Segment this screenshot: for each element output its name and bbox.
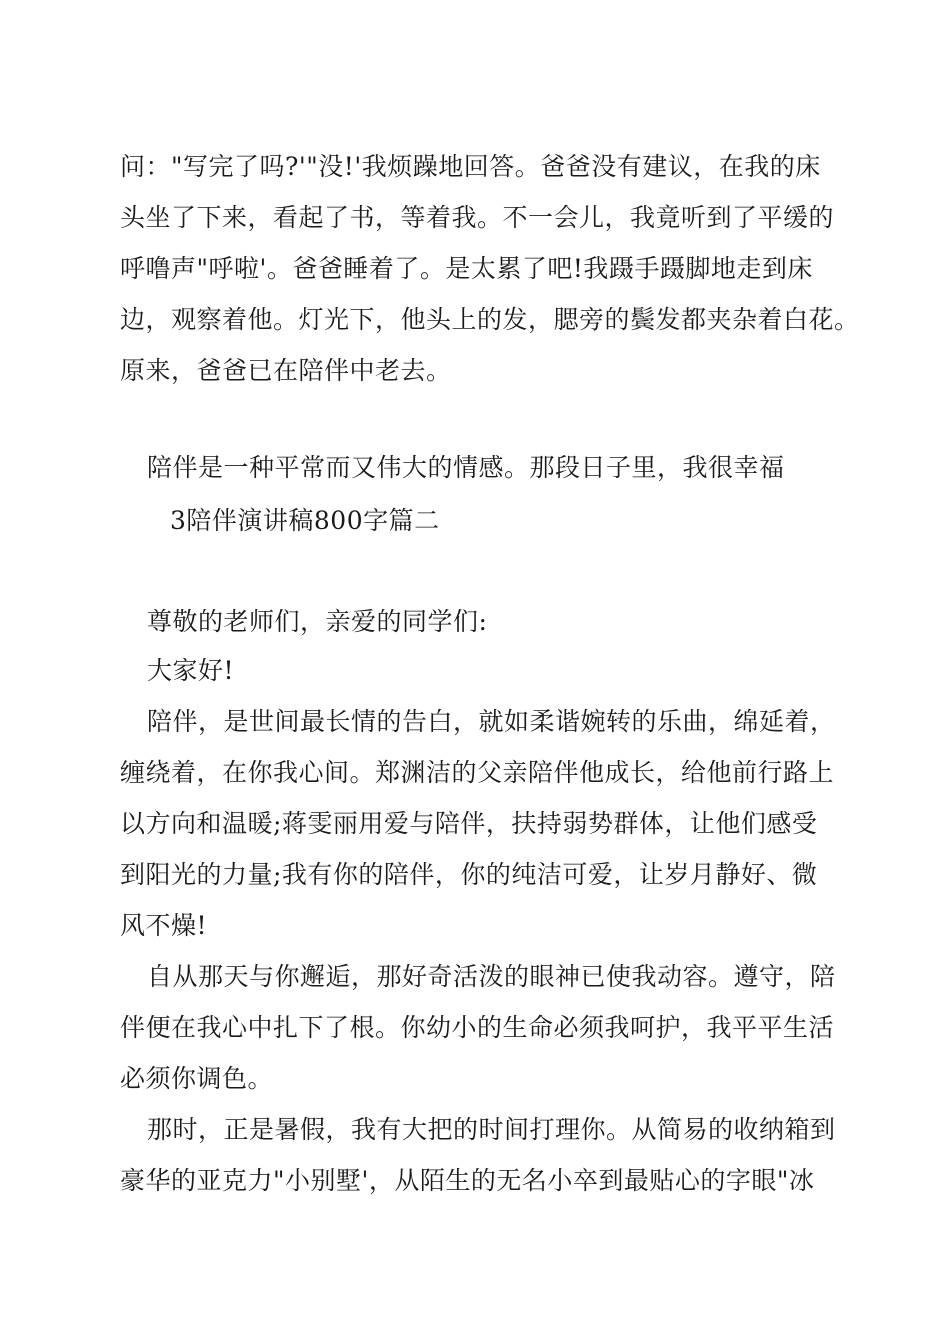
paragraph-line: 问："写完了吗?'"没!'我烦躁地回答。爸爸没有建议，在我的床 (120, 152, 821, 181)
paragraph-line: 必须你调色。 (120, 1064, 274, 1093)
paragraph-line: 伴便在我心中扎下了根。你幼小的生命必须我呵护，我平平生活 (120, 1013, 835, 1042)
paragraph-line: 以方向和温暖;蒋雯丽用爱与陪伴，扶持弱势群体，让他们感受 (120, 809, 818, 838)
paragraph-line: 那时，正是暑假，我有大把的时间打理你。从简易的收纳箱到 (147, 1115, 836, 1144)
salutation: 尊敬的老师们，亲爱的同学们: (147, 607, 488, 636)
paragraph-line: 陪伴，是世间最长情的告白，就如柔谐婉转的乐曲，绵延着， (147, 707, 836, 736)
paragraph-line: 原来，爸爸已在陪伴中老去。 (120, 356, 452, 385)
paragraph-line: 缠绕着，在你我心间。郑渊洁的父亲陪伴他成长，给他前行路上 (120, 758, 835, 787)
paragraph-line: 呼噜声"呼啦'。爸爸睡着了。是太累了吧!我蹑手蹑脚地走到床 (120, 254, 813, 283)
paragraph-line: 头坐了下来，看起了书，等着我。不一会儿，我竟听到了平缓的 (120, 203, 835, 232)
section-heading: 3陪伴演讲稿800字篇二 (170, 506, 440, 535)
paragraph-line: 到阳光的力量;我有你的陪伴，你的纯洁可爱，让岁月静好、微 (120, 860, 818, 889)
greeting: 大家好! (147, 656, 235, 685)
paragraph-line: 边，观察着他。灯光下，他头上的发，腮旁的鬓发都夹杂着白花。 (120, 305, 860, 334)
paragraph-line: 自从那天与你邂逅，那好奇活泼的眼神已使我动容。遵守，陪 (147, 962, 836, 991)
paragraph-line: 风不燥! (120, 911, 208, 940)
paragraph-line: 豪华的亚克力"小别墅'，从陌生的无名小卒到最贴心的字眼"冰 (120, 1166, 815, 1195)
paragraph-line: 陪伴是一种平常而又伟大的情感。那段日子里，我很幸福 (147, 453, 785, 482)
